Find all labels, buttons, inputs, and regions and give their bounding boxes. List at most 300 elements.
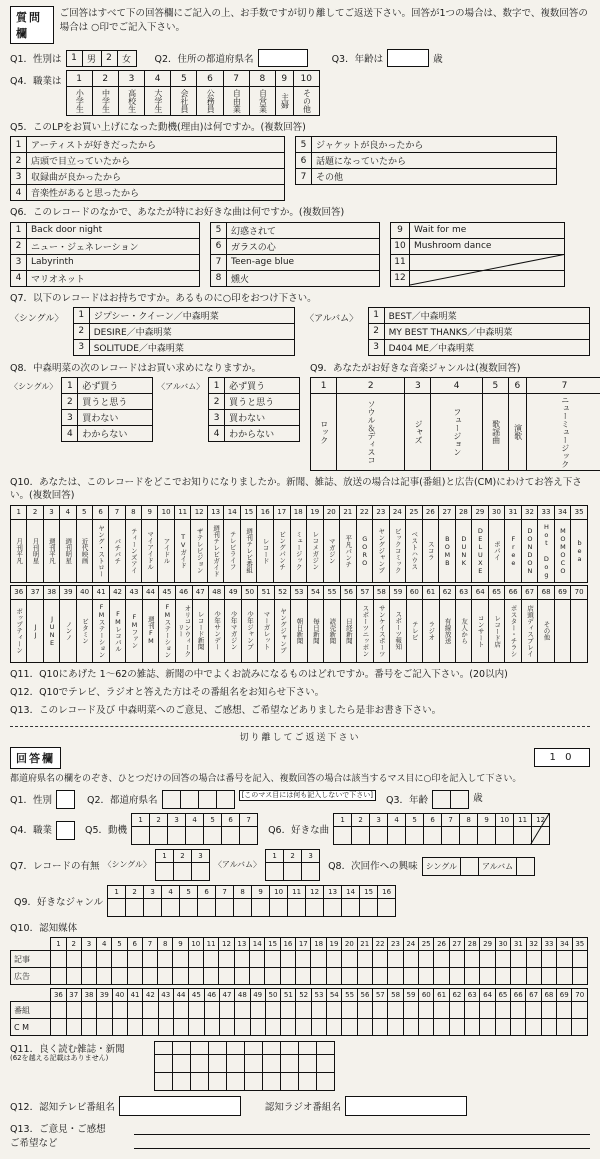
q7-album-options[interactable] [368,307,590,356]
answer-num-cell[interactable]: 4 [186,813,204,826]
answer-input-cell[interactable] [360,898,378,916]
answer-input-cell[interactable] [480,968,495,985]
media-num-cell[interactable]: 38 [43,585,59,599]
answer-input-cell[interactable] [97,968,112,985]
answer-input-cell[interactable] [188,968,203,985]
q8-opt[interactable]: 買うと思う [78,394,153,410]
answer-input-cell[interactable] [280,968,295,985]
answer-num-cell[interactable]: 40 [112,989,127,1002]
answer-input-row[interactable] [11,1002,588,1019]
answer-num-cell[interactable]: 27 [449,938,464,951]
q6-col1[interactable] [10,222,200,287]
answer-num-cell[interactable]: 49 [250,989,265,1002]
answer-input-cell[interactable] [449,968,464,985]
answer-input-cell[interactable] [357,1002,372,1019]
answer-input-cell[interactable] [265,1002,280,1019]
q5-left-options[interactable] [10,136,285,201]
answer-input-cell[interactable] [204,1019,219,1036]
media-num-cell[interactable]: 33 [538,505,555,519]
q1-opt-num[interactable]: 1 [66,50,82,66]
q8-num[interactable]: 1 [62,378,78,394]
q5-opt[interactable]: アーティストが好きだったから [27,137,285,153]
media-num-cell[interactable]: 12 [191,505,208,519]
answer-num-cell[interactable]: 57 [373,989,388,1002]
q6-num[interactable]: 3 [11,254,27,270]
answer-num-cell[interactable]: 35 [572,938,587,951]
media-num-cell[interactable]: 67 [521,585,537,599]
answer-input-cell[interactable] [189,1019,204,1036]
answer-input-cell[interactable] [388,968,403,985]
answer-input-cell[interactable] [112,1019,127,1036]
answer-input-cell[interactable] [557,1002,572,1019]
answer-input-cell[interactable] [173,1073,191,1091]
q6-opt[interactable]: ガラスの心 [227,238,380,254]
answer-num-cell[interactable]: 3 [81,938,96,951]
media-num-cell[interactable]: 55 [324,585,340,599]
answer-input-cell[interactable] [168,826,186,844]
answer-input-cell[interactable] [327,1019,342,1036]
answer-input-cell[interactable] [572,968,587,985]
answer-input-cell[interactable] [281,1055,299,1073]
media-num-cell[interactable]: 43 [126,585,142,599]
answer-input-cell[interactable] [388,1019,403,1036]
answer-input-cell[interactable] [173,1019,188,1036]
q6-opt[interactable]: Teen-age blue [227,254,380,270]
answer-input-cell[interactable] [357,1019,372,1036]
media-num-cell[interactable]: 13 [207,505,224,519]
q8-opt[interactable]: わからない [225,426,300,442]
answer-input-cell[interactable] [112,951,127,968]
media-num-cell[interactable]: 39 [60,585,76,599]
q8-single-options[interactable] [61,377,153,442]
answer-input-cell[interactable] [66,968,81,985]
media-num-cell[interactable]: 52 [274,585,290,599]
answer-num-cell[interactable]: 25 [418,938,433,951]
answer-input-cell[interactable] [66,1002,81,1019]
answer-input-cell[interactable] [219,951,234,968]
q7-num[interactable]: 1 [73,307,89,323]
answer-input-cell[interactable] [557,951,572,968]
answer-num-cell[interactable]: 10 [188,938,203,951]
answer-num-cell[interactable] [245,1042,263,1055]
answer-num-cell[interactable]: 64 [480,989,495,1002]
answer-input-cell[interactable] [541,968,556,985]
answer-input-cell[interactable] [234,898,252,916]
answer-num-cell[interactable]: 3 [191,849,209,862]
answer-input-cell[interactable] [66,951,81,968]
answer-num-cell[interactable]: 1 [334,813,352,826]
answer-input-cell[interactable] [480,1019,495,1036]
q5-num[interactable]: 6 [296,153,312,169]
media-num-cell[interactable]: 70 [571,585,588,599]
answer-num-cell[interactable]: 26 [434,938,449,951]
media-num-cell[interactable]: 25 [406,505,423,519]
media-num-cell[interactable]: 50 [241,585,257,599]
answer-input-cell[interactable] [162,898,180,916]
answer-input-cell[interactable] [189,1002,204,1019]
media-num-cell[interactable]: 59 [390,585,406,599]
answer-num-cell[interactable] [173,1042,191,1055]
answer-num-cell[interactable]: 38 [81,989,96,1002]
answer-input-cell[interactable] [173,1055,191,1073]
media-num-cell[interactable]: 45 [159,585,175,599]
answer-input-cell[interactable] [296,1019,311,1036]
answer-input-cell[interactable] [403,951,418,968]
q4-num[interactable]: 1 [66,71,92,87]
answer-input-cell[interactable] [250,968,265,985]
q6-num[interactable]: 7 [211,254,227,270]
answer-input-cell[interactable] [198,898,216,916]
media-num-cell[interactable]: 41 [93,585,109,599]
answer-num-cell[interactable]: 7 [216,885,234,898]
q9-num[interactable]: 5 [482,378,508,394]
answer-num-cell[interactable]: 11 [288,885,306,898]
answer-input-cell[interactable] [419,1002,434,1019]
q4-num[interactable]: 7 [223,71,249,87]
answer-num-cell[interactable] [227,1042,245,1055]
answer-num-cell[interactable] [281,1042,299,1055]
answer-num-cell[interactable]: 21 [357,938,372,951]
answer-input-cell[interactable] [66,1019,81,1036]
answer-input-cell[interactable] [465,1019,480,1036]
answer-num-cell[interactable]: 8 [234,885,252,898]
media-num-cell[interactable]: 9 [142,505,158,519]
answer-input-cell[interactable] [216,898,234,916]
q6-opt[interactable]: 燻火 [227,270,380,286]
answer-num-cell[interactable]: 8 [460,813,478,826]
answer-input-row[interactable] [155,1055,335,1073]
q6-col2[interactable] [210,222,380,287]
q8-opt[interactable]: 必ず買う [78,378,153,394]
q7-opt[interactable]: DESIRE／中森明菜 [89,323,294,339]
answer-num-cell[interactable]: 4 [162,885,180,898]
answer-input-cell[interactable] [173,951,188,968]
answer-input-cell[interactable] [495,1019,510,1036]
answer-input-cell[interactable] [158,951,173,968]
answer-input-cell[interactable] [311,1002,326,1019]
answer-num-cell[interactable]: 1 [266,849,284,862]
answer-num-cell[interactable]: 8 [158,938,173,951]
answer-input-cell[interactable] [81,968,96,985]
answer-num-cell[interactable] [317,1042,335,1055]
q4-num[interactable]: 5 [171,71,197,87]
q8-opt[interactable]: 買わない [78,410,153,426]
q6-num[interactable]: 6 [211,238,227,254]
answer-input-cell[interactable] [342,968,357,985]
q6-opt[interactable]: Back door night [27,222,200,238]
answer-input-cell[interactable] [81,951,96,968]
answer-input-cell[interactable] [142,968,157,985]
media-num-cell[interactable]: 1 [11,505,27,519]
q5-num[interactable]: 3 [11,169,27,185]
q8-num[interactable]: 4 [62,426,78,442]
q4-num[interactable]: 9 [275,71,293,87]
answer-input-cell[interactable] [127,1019,142,1036]
answer-num-cell[interactable]: 51 [281,989,296,1002]
answer-input-cell[interactable] [51,951,66,968]
answer-num-cell[interactable]: 11 [514,813,532,826]
answer-num-cell[interactable]: 22 [372,938,387,951]
answer-input-cell[interactable] [378,898,396,916]
answer-input-cell[interactable] [51,1019,66,1036]
media-num-cell[interactable]: 16 [257,505,274,519]
answer-num-cell[interactable]: 47 [219,989,234,1002]
q4-num[interactable]: 10 [293,71,319,87]
answer-input-cell[interactable] [270,898,288,916]
answer-input-row[interactable] [11,1019,588,1036]
answer-num-cell[interactable]: 37 [66,989,81,1002]
answer-input-cell[interactable] [158,1019,173,1036]
media-num-cell[interactable]: 21 [340,505,357,519]
answer-input-cell[interactable] [150,826,168,844]
answer-num-cell[interactable]: 32 [526,938,541,951]
answer-input-cell[interactable] [240,826,258,844]
q4-num[interactable]: 6 [197,71,223,87]
q6-opt[interactable]: Mushroom dance [410,238,565,254]
answer-num-cell[interactable] [191,1042,209,1055]
answer-input-cell[interactable] [97,1002,112,1019]
media-num-cell[interactable]: 62 [439,585,455,599]
answer-input-cell[interactable] [209,1055,227,1073]
q5-opt[interactable]: 音楽性があると思ったから [27,185,285,201]
answer-input-cell[interactable] [296,968,311,985]
media-num-cell[interactable]: 15 [240,505,257,519]
answer-input-cell[interactable] [191,1073,209,1091]
answer-input-cell[interactable] [327,1002,342,1019]
answer-input-cell[interactable] [204,826,222,844]
q7-num[interactable]: 3 [368,339,384,355]
answer-input-row[interactable] [155,862,209,880]
media-num-cell[interactable]: 30 [488,505,505,519]
answer-input-row[interactable] [11,968,588,985]
media-num-cell[interactable]: 28 [455,505,472,519]
media-num-cell[interactable]: 48 [208,585,224,599]
answer-input-cell[interactable] [526,1019,541,1036]
answer-num-cell[interactable] [263,1042,281,1055]
answer-num-cell[interactable]: 34 [557,938,572,951]
q4-num[interactable]: 2 [92,71,118,87]
answer-input-cell[interactable] [480,1002,495,1019]
q5-num[interactable]: 2 [11,153,27,169]
media-num-cell[interactable]: 26 [422,505,439,519]
answer-input-cell[interactable] [465,968,480,985]
q5-opt[interactable]: 話題になっていたから [312,153,557,169]
q4-num[interactable]: 4 [145,71,171,87]
answer-num-cell[interactable]: 59 [403,989,418,1002]
answer-num-cell[interactable]: 5 [112,938,127,951]
q6-num[interactable]: 5 [211,222,227,238]
q5-num[interactable]: 4 [11,185,27,201]
q3-input[interactable] [387,49,429,67]
answer-input-cell[interactable] [227,1055,245,1073]
answer-num-cell[interactable]: 14 [342,885,360,898]
answer-input-cell[interactable] [51,968,66,985]
answer-input-cell[interactable] [342,1019,357,1036]
answer-input-cell[interactable] [418,968,433,985]
answer-input-cell[interactable] [281,1002,296,1019]
answer-input-row[interactable] [266,862,320,880]
q6-opt[interactable]: ニュー・ジェネレーション [27,238,200,254]
answer-num-cell[interactable]: 4 [97,938,112,951]
q4-options[interactable] [66,70,320,116]
q5-num[interactable]: 5 [296,137,312,153]
q5-right-options[interactable] [295,136,557,200]
answer-input-cell[interactable] [265,951,280,968]
media-num-cell[interactable]: 40 [76,585,92,599]
answer-num-cell[interactable]: 9 [478,813,496,826]
media-num-cell[interactable]: 51 [258,585,274,599]
answer-num-cell[interactable]: 65 [495,989,510,1002]
answer-input-cell[interactable] [142,951,157,968]
q5-opt[interactable]: その他 [312,169,557,185]
answer-num-cell[interactable]: 31 [511,938,526,951]
media-num-cell[interactable]: 17 [273,505,290,519]
answer-input-cell[interactable] [296,951,311,968]
lower-q8-grid[interactable] [422,857,536,876]
answer-input-cell[interactable] [127,1002,142,1019]
answer-num-cell[interactable]: 11 [203,938,218,951]
answer-num-cell[interactable]: 2 [173,849,191,862]
q7-num[interactable]: 2 [73,323,89,339]
answer-input-cell[interactable] [284,862,302,880]
answer-num-cell[interactable]: 58 [388,989,403,1002]
lower-q7-album-grid[interactable] [265,849,320,881]
answer-input-cell[interactable] [81,1002,96,1019]
answer-input-cell[interactable] [173,862,191,880]
answer-input-cell[interactable] [465,1002,480,1019]
answer-num-cell[interactable]: 18 [311,938,326,951]
answer-input-cell[interactable] [186,826,204,844]
q6-opt[interactable]: マリオネット [27,270,200,286]
answer-input-cell[interactable] [342,1002,357,1019]
answer-input-cell[interactable] [112,1002,127,1019]
q6-num[interactable]: 10 [391,238,410,254]
answer-num-cell[interactable]: 24 [403,938,418,951]
answer-input-cell[interactable] [281,1073,299,1091]
answer-num-cell[interactable]: 7 [142,938,157,951]
q9-num[interactable]: 1 [311,378,337,394]
media-num-cell[interactable]: 68 [538,585,554,599]
answer-input-cell[interactable] [434,968,449,985]
answer-num-cell[interactable]: 46 [204,989,219,1002]
answer-num-cell[interactable]: 3 [144,885,162,898]
answer-input-cell[interactable] [108,898,126,916]
answer-input-cell[interactable] [219,968,234,985]
answer-num-cell[interactable]: 53 [311,989,326,1002]
q9-options[interactable] [310,377,600,471]
answer-num-cell[interactable]: 2 [352,813,370,826]
answer-input-cell[interactable] [324,898,342,916]
answer-input-cell[interactable] [302,862,320,880]
answer-input-cell[interactable] [311,968,326,985]
answer-input-cell[interactable] [403,1002,418,1019]
answer-input-cell[interactable] [143,1002,158,1019]
lower-q8-album-input[interactable] [517,857,535,875]
answer-num-cell[interactable]: 23 [388,938,403,951]
q1-options[interactable] [66,50,137,67]
media-num-cell[interactable]: 54 [307,585,323,599]
q1-opt-num[interactable]: 2 [101,50,117,66]
answer-num-cell[interactable]: 1 [132,813,150,826]
answer-num-cell[interactable]: 7 [442,813,460,826]
answer-num-cell[interactable]: 66 [511,989,526,1002]
q9-num[interactable]: 6 [508,378,526,394]
answer-num-cell[interactable]: 6 [198,885,216,898]
lower-q3-input[interactable] [432,790,469,809]
answer-input-cell[interactable] [97,951,112,968]
answer-num-cell[interactable]: 54 [327,989,342,1002]
answer-num-cell[interactable]: 67 [526,989,541,1002]
answer-input-cell[interactable] [511,951,526,968]
answer-input-row[interactable] [108,898,396,916]
answer-input-cell[interactable] [281,1019,296,1036]
answer-num-cell[interactable]: 3 [168,813,186,826]
answer-input-cell[interactable] [263,1073,281,1091]
media-num-cell[interactable]: 6 [92,505,108,519]
answer-num-cell[interactable]: 60 [419,989,434,1002]
media-num-cell[interactable]: 35 [571,505,588,519]
q1-opt-text[interactable]: 女 [117,50,136,66]
answer-input-cell[interactable] [465,951,480,968]
media-num-cell[interactable]: 2 [27,505,43,519]
answer-num-cell[interactable]: 69 [557,989,572,1002]
answer-input-cell[interactable] [572,1019,588,1036]
q6-num[interactable]: 2 [11,238,27,254]
answer-num-cell[interactable]: 9 [173,938,188,951]
answer-input-cell[interactable] [173,1002,188,1019]
answer-input-cell[interactable] [326,951,341,968]
answer-input-cell[interactable] [112,968,127,985]
media-num-cell[interactable]: 14 [224,505,241,519]
answer-input-cell[interactable] [526,1002,541,1019]
q5-num[interactable]: 7 [296,169,312,185]
answer-input-cell[interactable] [373,1002,388,1019]
answer-num-cell[interactable]: 12 [306,885,324,898]
q9-num[interactable]: 2 [337,378,405,394]
lower-q8-single-input[interactable] [461,857,479,875]
media-num-cell[interactable]: 27 [439,505,456,519]
media-num-cell[interactable]: 31 [505,505,522,519]
q7-num[interactable]: 3 [73,339,89,355]
answer-num-cell[interactable]: 44 [173,989,188,1002]
q7-opt[interactable]: SOLITUDE／中森明菜 [89,339,294,355]
lower-q10-grid-row1[interactable] [10,937,588,985]
answer-num-cell[interactable]: 6 [424,813,442,826]
answer-num-cell[interactable]: 3 [302,849,320,862]
q8-num[interactable]: 1 [209,378,225,394]
answer-num-cell[interactable]: 15 [360,885,378,898]
q9-num[interactable]: 4 [431,378,482,394]
answer-input-cell[interactable] [209,1073,227,1091]
media-num-cell[interactable]: 57 [357,585,373,599]
media-num-cell[interactable]: 61 [423,585,439,599]
answer-input-cell[interactable] [263,1055,281,1073]
answer-num-cell[interactable]: 45 [189,989,204,1002]
q6-num[interactable]: 12 [391,270,410,286]
q6-num[interactable]: 8 [211,270,227,286]
answer-input-cell[interactable] [403,1019,418,1036]
answer-input-cell[interactable] [299,1073,317,1091]
answer-input-cell[interactable] [155,1055,173,1073]
media-num-cell[interactable]: 64 [472,585,488,599]
media-num-cell[interactable]: 49 [225,585,241,599]
answer-num-cell[interactable]: 6 [222,813,240,826]
answer-num-cell[interactable]: 33 [541,938,556,951]
q8-num[interactable]: 3 [62,410,78,426]
answer-input-row[interactable] [11,951,588,968]
answer-input-cell[interactable] [81,1019,96,1036]
answer-input-cell[interactable] [306,898,324,916]
